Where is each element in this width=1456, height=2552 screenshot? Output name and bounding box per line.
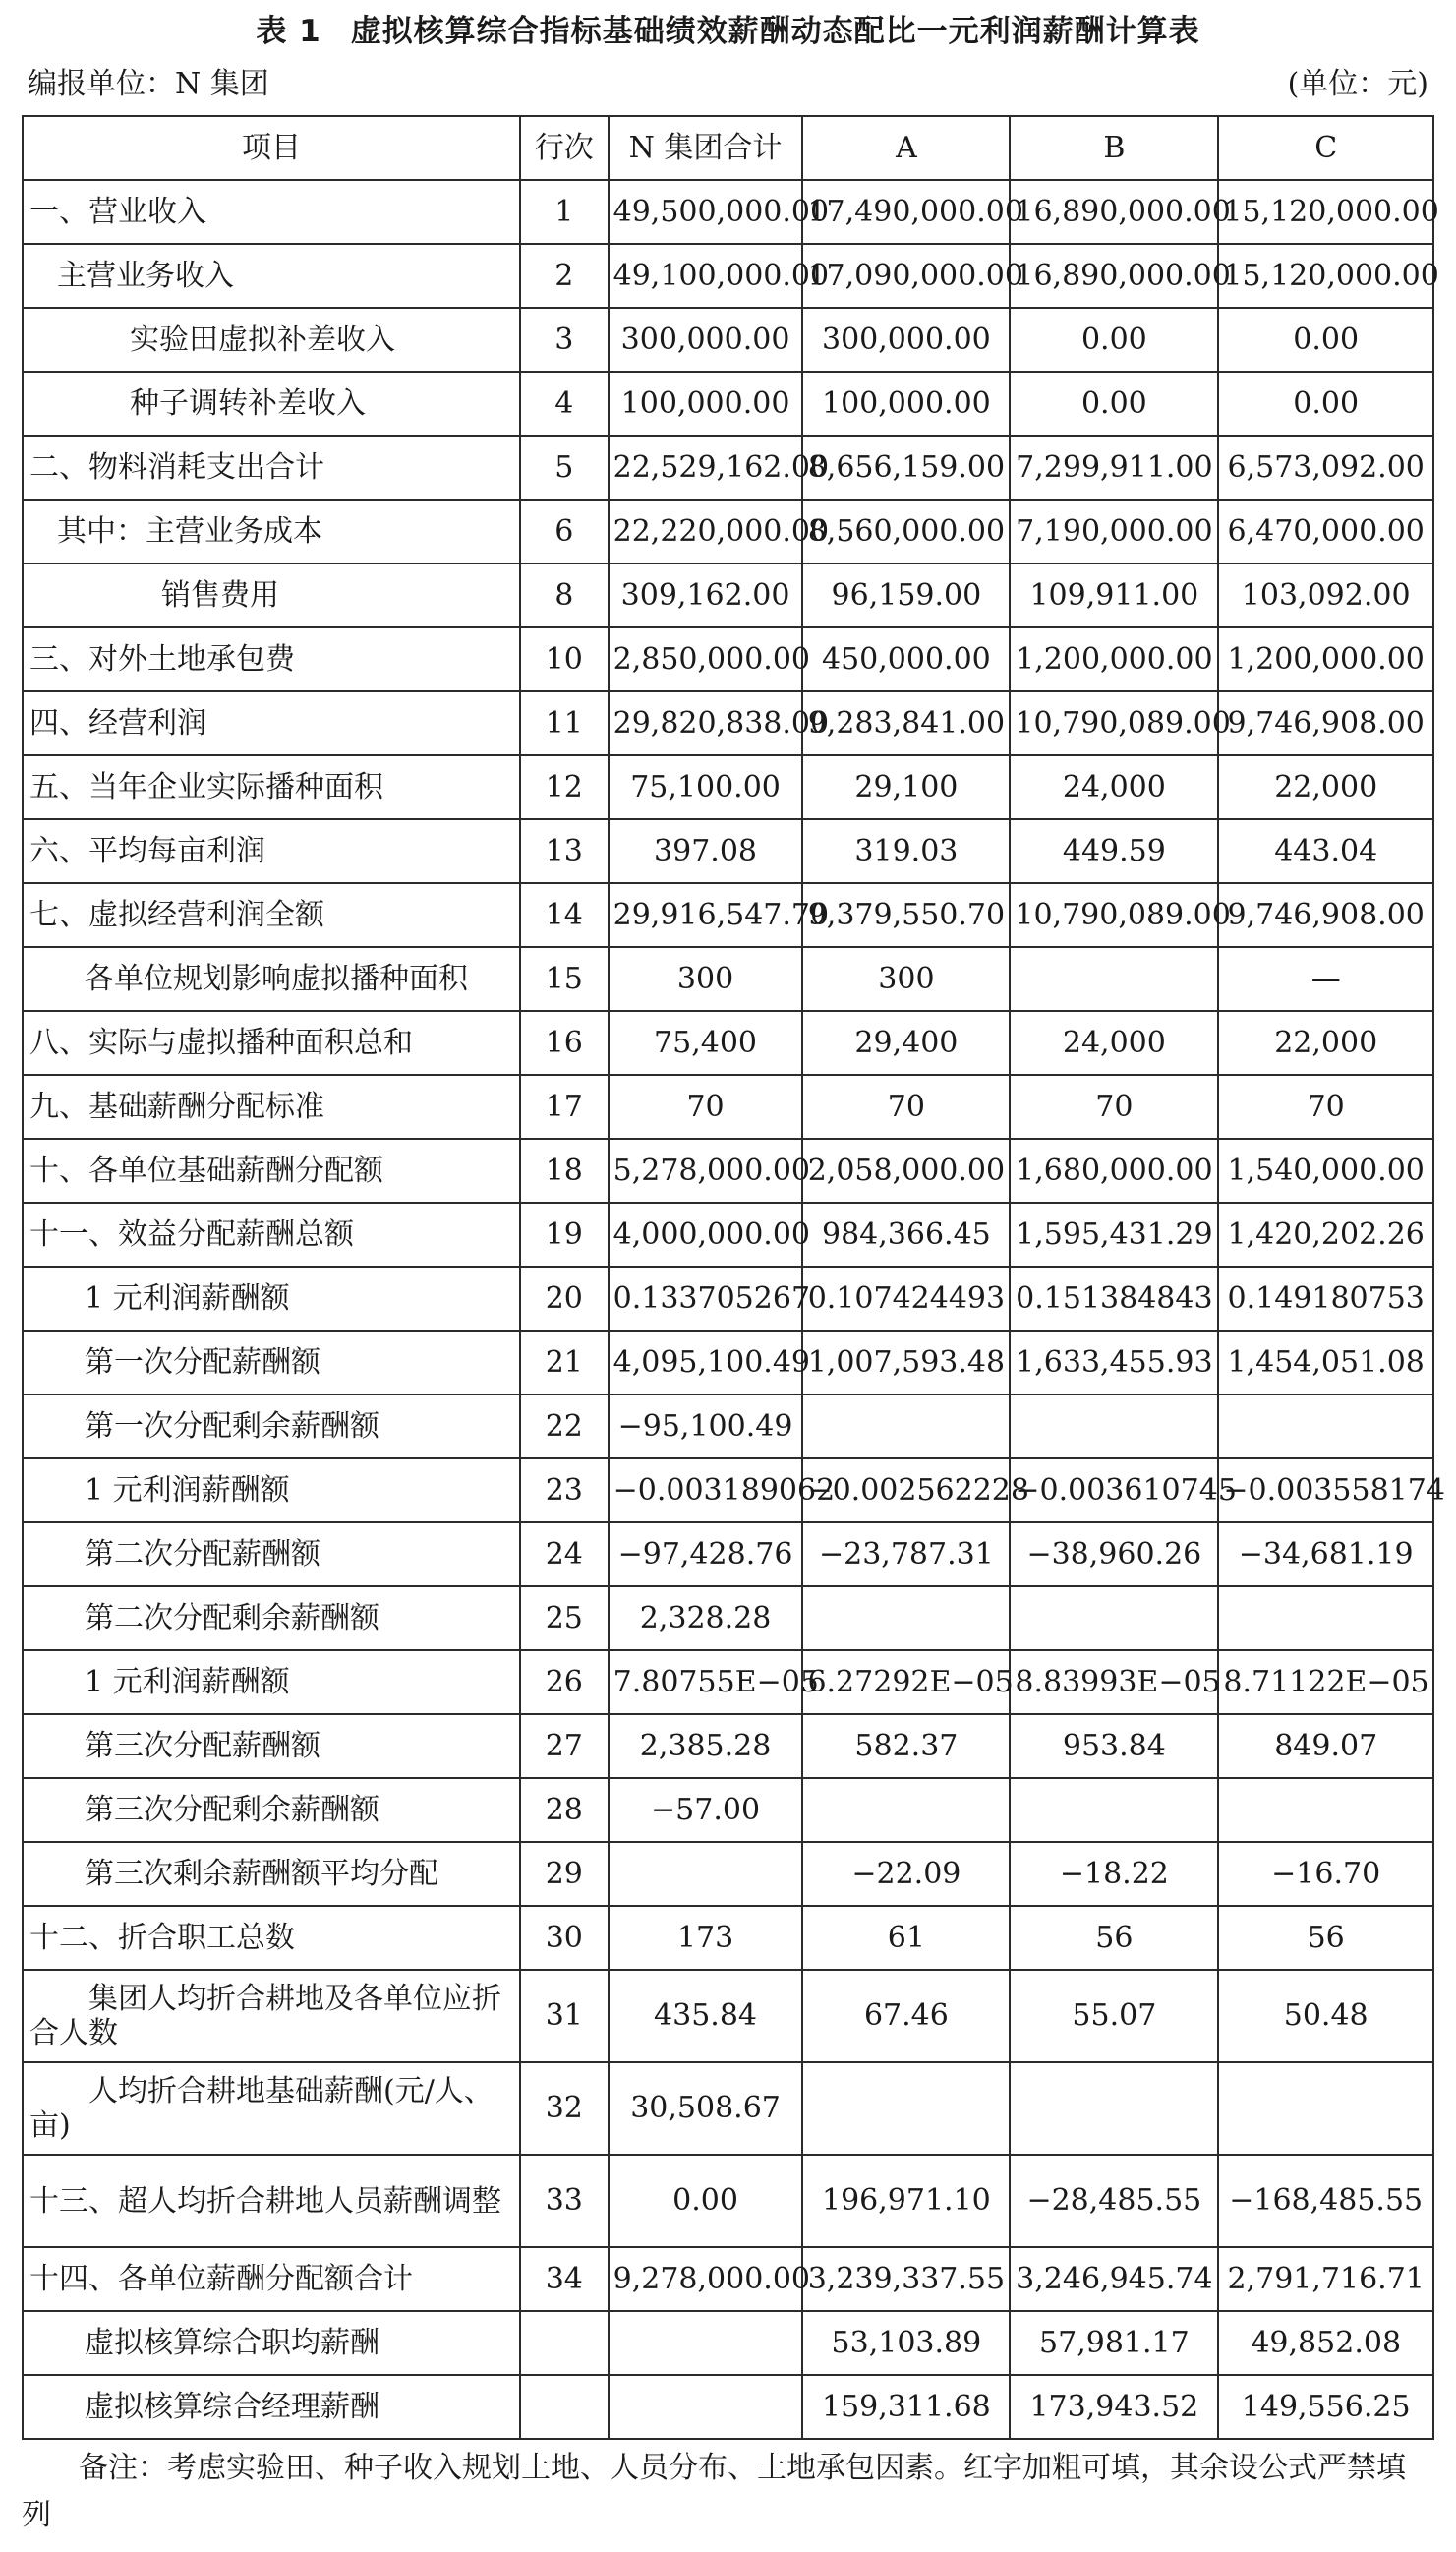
row-value-c: 0.00 xyxy=(1218,372,1433,436)
column-header-c: C xyxy=(1218,116,1433,180)
row-group-total: 49,500,000.00 xyxy=(609,180,803,244)
row-value-a: 6.27292E−05 xyxy=(802,1650,1010,1714)
row-value-c: 1,540,000.00 xyxy=(1218,1139,1433,1203)
row-line-no: 4 xyxy=(520,372,609,436)
row-value-c: 849.07 xyxy=(1218,1714,1433,1778)
row-value-a: 0.107424493 xyxy=(802,1267,1010,1331)
row-value-c: 15,120,000.00 xyxy=(1218,244,1433,308)
row-group-total: −95,100.49 xyxy=(609,1395,803,1458)
row-item-label: 十一、效益分配薪酬总额 xyxy=(23,1203,520,1267)
row-value-a: 582.37 xyxy=(802,1714,1010,1778)
row-value-b xyxy=(1010,1395,1218,1458)
row-value-c: 9,746,908.00 xyxy=(1218,883,1433,947)
row-item-label: 八、实际与虚拟播种面积总和 xyxy=(23,1011,520,1075)
row-item-label: 虚拟核算综合经理薪酬 xyxy=(23,2375,520,2439)
table-row xyxy=(23,180,1433,244)
table-row xyxy=(23,1075,1433,1139)
table-row xyxy=(23,2062,1433,2155)
row-value-a: 29,400 xyxy=(802,1011,1010,1075)
row-value-c: −16.70 xyxy=(1218,1842,1433,1906)
row-line-no: 22 xyxy=(520,1395,609,1458)
row-value-b: 173,943.52 xyxy=(1010,2375,1218,2439)
row-line-no: 34 xyxy=(520,2247,609,2311)
row-value-c: 2,791,716.71 xyxy=(1218,2247,1433,2311)
row-value-b: 3,246,945.74 xyxy=(1010,2247,1218,2311)
table-row xyxy=(23,2247,1433,2311)
row-value-b: 953.84 xyxy=(1010,1714,1218,1778)
row-value-c xyxy=(1218,1778,1433,1842)
row-value-c: 50.48 xyxy=(1218,1970,1433,2062)
row-group-total: 29,916,547.70 xyxy=(609,883,803,947)
row-value-b: −28,485.55 xyxy=(1010,2155,1218,2247)
table-row xyxy=(23,1331,1433,1395)
row-value-a: 8,560,000.00 xyxy=(802,500,1010,564)
row-group-total: 2,385.28 xyxy=(609,1714,803,1778)
table-row xyxy=(23,1778,1433,1842)
row-item-label: 一、营业收入 xyxy=(23,180,520,244)
row-value-c: 70 xyxy=(1218,1075,1433,1139)
row-value-a: −0.002562228 xyxy=(802,1458,1010,1522)
row-group-total: 30,508.67 xyxy=(609,2062,803,2155)
row-value-c: 149,556.25 xyxy=(1218,2375,1433,2439)
row-value-a: 319.03 xyxy=(802,819,1010,883)
row-line-no xyxy=(520,2311,609,2375)
row-line-no: 1 xyxy=(520,180,609,244)
row-group-total: 22,529,162.00 xyxy=(609,436,803,500)
row-value-a: 53,103.89 xyxy=(802,2311,1010,2375)
row-item-label: 其中：主营业务成本 xyxy=(23,500,520,564)
row-line-no: 15 xyxy=(520,947,609,1011)
row-item-label: 第二次分配薪酬额 xyxy=(23,1522,520,1586)
row-value-b: 0.00 xyxy=(1010,308,1218,372)
row-item-label: 实验田虚拟补差收入 xyxy=(23,308,520,372)
row-value-b: 24,000 xyxy=(1010,755,1218,819)
row-value-b: 55.07 xyxy=(1010,1970,1218,2062)
row-line-no: 29 xyxy=(520,1842,609,1906)
row-line-no: 8 xyxy=(520,564,609,627)
row-value-a: 17,090,000.00 xyxy=(802,244,1010,308)
table-row xyxy=(23,2311,1433,2375)
row-value-c: — xyxy=(1218,947,1433,1011)
table-row xyxy=(23,2375,1433,2439)
row-line-no: 11 xyxy=(520,691,609,755)
row-value-a: 9,283,841.00 xyxy=(802,691,1010,755)
row-line-no: 17 xyxy=(520,1075,609,1139)
table-row xyxy=(23,1011,1433,1075)
row-value-b xyxy=(1010,1778,1218,1842)
table-row xyxy=(23,564,1433,627)
row-group-total: 75,400 xyxy=(609,1011,803,1075)
row-value-b: 0.151384843 xyxy=(1010,1267,1218,1331)
row-value-c: −168,485.55 xyxy=(1218,2155,1433,2247)
row-item-label: 各单位规划影响虚拟播种面积 xyxy=(23,947,520,1011)
row-value-c: 6,470,000.00 xyxy=(1218,500,1433,564)
table-row xyxy=(23,1906,1433,1970)
table-row xyxy=(23,244,1433,308)
table-row xyxy=(23,627,1433,691)
row-group-total: 397.08 xyxy=(609,819,803,883)
row-line-no: 18 xyxy=(520,1139,609,1203)
row-value-a xyxy=(802,1395,1010,1458)
row-value-a xyxy=(802,1586,1010,1650)
row-value-b: −0.003610745 xyxy=(1010,1458,1218,1522)
row-group-total: 173 xyxy=(609,1906,803,1970)
table-title-text: 虚拟核算综合指标基础绩效薪酬动态配比一元利润薪酬计算表 xyxy=(350,14,1200,49)
row-value-a: 3,239,337.55 xyxy=(802,2247,1010,2311)
table-row xyxy=(23,2155,1433,2247)
table-row xyxy=(23,1522,1433,1586)
row-group-total: 0.00 xyxy=(609,2155,803,2247)
row-item-label: 第一次分配薪酬额 xyxy=(23,1331,520,1395)
row-item-label: 七、虚拟经营利润全额 xyxy=(23,883,520,947)
row-value-b: 24,000 xyxy=(1010,1011,1218,1075)
row-value-a: 159,311.68 xyxy=(802,2375,1010,2439)
row-value-c: 22,000 xyxy=(1218,755,1433,819)
footnote: 备注：考虑实验田、种子收入规划土地、人员分布、土地承包因素。红字加粗可填，其余设公式严禁填列 xyxy=(22,2451,1406,2532)
row-value-a: 17,490,000.00 xyxy=(802,180,1010,244)
row-line-no: 26 xyxy=(520,1650,609,1714)
row-value-b: 10,790,089.00 xyxy=(1010,883,1218,947)
row-value-a: −23,787.31 xyxy=(802,1522,1010,1586)
table-row xyxy=(23,1650,1433,1714)
row-value-b: 7,190,000.00 xyxy=(1010,500,1218,564)
row-line-no: 19 xyxy=(520,1203,609,1267)
row-value-a: −22.09 xyxy=(802,1842,1010,1906)
table-title xyxy=(0,10,1456,53)
currency-unit: (单位：元) xyxy=(1287,67,1428,101)
row-group-total: 75,100.00 xyxy=(609,755,803,819)
table-row xyxy=(23,1139,1433,1203)
row-value-c: 56 xyxy=(1218,1906,1433,1970)
row-value-b: 1,680,000.00 xyxy=(1010,1139,1218,1203)
row-line-no: 13 xyxy=(520,819,609,883)
table-row xyxy=(23,436,1433,500)
table-row xyxy=(23,372,1433,436)
row-item-label: 三、对外土地承包费 xyxy=(23,627,520,691)
row-item-label: 二、物料消耗支出合计 xyxy=(23,436,520,500)
column-header-b: B xyxy=(1010,116,1218,180)
row-line-no: 5 xyxy=(520,436,609,500)
row-group-total: 100,000.00 xyxy=(609,372,803,436)
table-row xyxy=(23,691,1433,755)
row-group-total: 9,278,000.00 xyxy=(609,2247,803,2311)
row-value-b: 1,200,000.00 xyxy=(1010,627,1218,691)
row-value-b: 1,633,455.93 xyxy=(1010,1331,1218,1395)
row-line-no: 3 xyxy=(520,308,609,372)
row-value-a: 196,971.10 xyxy=(802,2155,1010,2247)
row-value-a xyxy=(802,2062,1010,2155)
row-line-no: 16 xyxy=(520,1011,609,1075)
row-value-a: 984,366.45 xyxy=(802,1203,1010,1267)
row-item-label: 五、当年企业实际播种面积 xyxy=(23,755,520,819)
row-group-total: 0.133705267 xyxy=(609,1267,803,1331)
table-row xyxy=(23,1842,1433,1906)
row-item-label: 第三次分配薪酬额 xyxy=(23,1714,520,1778)
row-item-label: 十、各单位基础薪酬分配额 xyxy=(23,1139,520,1203)
row-line-no: 14 xyxy=(520,883,609,947)
row-item-label: 集团人均折合耕地及各单位应折合人数 xyxy=(23,1970,520,2062)
row-item-label: 第一次分配剩余薪酬额 xyxy=(23,1395,520,1458)
row-line-no: 31 xyxy=(520,1970,609,2062)
row-group-total: 435.84 xyxy=(609,1970,803,2062)
row-value-b xyxy=(1010,2062,1218,2155)
row-group-total: 2,328.28 xyxy=(609,1586,803,1650)
row-item-label: 十四、各单位薪酬分配额合计 xyxy=(23,2247,520,2311)
table-number: 表 1 xyxy=(256,14,321,49)
row-value-c: 0.00 xyxy=(1218,308,1433,372)
row-value-c: 103,092.00 xyxy=(1218,564,1433,627)
row-value-a: 29,100 xyxy=(802,755,1010,819)
row-group-total: 5,278,000.00 xyxy=(609,1139,803,1203)
row-value-c xyxy=(1218,2062,1433,2155)
table-row xyxy=(23,308,1433,372)
row-value-b xyxy=(1010,1586,1218,1650)
row-value-c: 1,454,051.08 xyxy=(1218,1331,1433,1395)
row-value-c: 1,200,000.00 xyxy=(1218,627,1433,691)
row-value-b xyxy=(1010,947,1218,1011)
table-row xyxy=(23,1970,1433,2062)
row-group-total: −97,428.76 xyxy=(609,1522,803,1586)
row-item-label: 六、平均每亩利润 xyxy=(23,819,520,883)
row-group-total: −57.00 xyxy=(609,1778,803,1842)
row-value-c: 0.149180753 xyxy=(1218,1267,1433,1331)
row-value-c: 9,746,908.00 xyxy=(1218,691,1433,755)
table-row xyxy=(23,1267,1433,1331)
row-value-c: 443.04 xyxy=(1218,819,1433,883)
column-header-item: 项目 xyxy=(23,116,520,180)
row-item-label: 主营业务收入 xyxy=(23,244,520,308)
row-item-label: 虚拟核算综合职均薪酬 xyxy=(23,2311,520,2375)
table-row xyxy=(23,1458,1433,1522)
table-row xyxy=(23,947,1433,1011)
row-value-a: 61 xyxy=(802,1906,1010,1970)
row-value-b: 16,890,000.00 xyxy=(1010,244,1218,308)
table-row xyxy=(23,1714,1433,1778)
row-item-label: 人均折合耕地基础薪酬(元/人、亩) xyxy=(23,2062,520,2155)
row-group-total xyxy=(609,2375,803,2439)
table-header-row xyxy=(23,116,1433,180)
row-group-total: 4,000,000.00 xyxy=(609,1203,803,1267)
row-value-b: 0.00 xyxy=(1010,372,1218,436)
row-value-a: 450,000.00 xyxy=(802,627,1010,691)
reporting-unit: 编报单位：N 集团 xyxy=(28,67,269,101)
row-value-a xyxy=(802,1778,1010,1842)
table-row xyxy=(23,883,1433,947)
row-value-b: 70 xyxy=(1010,1075,1218,1139)
row-group-total: 49,100,000.00 xyxy=(609,244,803,308)
row-value-a: 2,058,000.00 xyxy=(802,1139,1010,1203)
row-item-label: 销售费用 xyxy=(23,564,520,627)
table-row xyxy=(23,1586,1433,1650)
row-value-b: 8.83993E−05 xyxy=(1010,1650,1218,1714)
row-item-label: 十二、折合职工总数 xyxy=(23,1906,520,1970)
row-line-no: 33 xyxy=(520,2155,609,2247)
table-row xyxy=(23,500,1433,564)
row-group-total: 300,000.00 xyxy=(609,308,803,372)
row-value-b: 109,911.00 xyxy=(1010,564,1218,627)
row-value-b: 56 xyxy=(1010,1906,1218,1970)
row-value-c: −34,681.19 xyxy=(1218,1522,1433,1586)
row-item-label: 1 元利润薪酬额 xyxy=(23,1650,520,1714)
row-line-no: 32 xyxy=(520,2062,609,2155)
row-value-c xyxy=(1218,1395,1433,1458)
table-row xyxy=(23,1395,1433,1458)
row-line-no: 25 xyxy=(520,1586,609,1650)
row-item-label: 1 元利润薪酬额 xyxy=(23,1458,520,1522)
column-header-group-total: N 集团合计 xyxy=(609,116,803,180)
row-item-label: 十三、超人均折合耕地人员薪酬调整 xyxy=(23,2155,520,2247)
column-header-a: A xyxy=(802,116,1010,180)
row-group-total: 309,162.00 xyxy=(609,564,803,627)
row-line-no: 20 xyxy=(520,1267,609,1331)
row-value-c: 6,573,092.00 xyxy=(1218,436,1433,500)
table-row xyxy=(23,1203,1433,1267)
row-value-b: 16,890,000.00 xyxy=(1010,180,1218,244)
row-group-total: 300 xyxy=(609,947,803,1011)
salary-calculation-table xyxy=(22,115,1445,2440)
column-header-line-no: 行次 xyxy=(520,116,609,180)
row-group-total: 70 xyxy=(609,1075,803,1139)
row-value-b: −38,960.26 xyxy=(1010,1522,1218,1586)
row-value-a: 1,007,593.48 xyxy=(802,1331,1010,1395)
row-line-no: 10 xyxy=(520,627,609,691)
row-line-no: 27 xyxy=(520,1714,609,1778)
row-group-total: −0.003189062 xyxy=(609,1458,803,1522)
row-value-c xyxy=(1218,1586,1433,1650)
row-value-b: 1,595,431.29 xyxy=(1010,1203,1218,1267)
row-line-no xyxy=(520,2375,609,2439)
row-group-total: 2,850,000.00 xyxy=(609,627,803,691)
row-item-label: 种子调转补差收入 xyxy=(23,372,520,436)
row-item-label: 第三次剩余薪酬额平均分配 xyxy=(23,1842,520,1906)
row-value-a: 300 xyxy=(802,947,1010,1011)
row-item-label: 四、经营利润 xyxy=(23,691,520,755)
table-row xyxy=(23,819,1433,883)
row-group-total: 4,095,100.49 xyxy=(609,1331,803,1395)
row-line-no: 12 xyxy=(520,755,609,819)
row-item-label: 第二次分配剩余薪酬额 xyxy=(23,1586,520,1650)
row-value-b: −18.22 xyxy=(1010,1842,1218,1906)
row-value-c: −0.003558174 xyxy=(1218,1458,1433,1522)
row-value-a: 96,159.00 xyxy=(802,564,1010,627)
row-item-label: 九、基础薪酬分配标准 xyxy=(23,1075,520,1139)
row-group-total xyxy=(609,2311,803,2375)
row-line-no: 23 xyxy=(520,1458,609,1522)
row-value-a: 67.46 xyxy=(802,1970,1010,2062)
row-line-no: 6 xyxy=(520,500,609,564)
row-line-no: 28 xyxy=(520,1778,609,1842)
row-group-total: 7.80755E−05 xyxy=(609,1650,803,1714)
row-value-b: 10,790,089.00 xyxy=(1010,691,1218,755)
row-group-total xyxy=(609,1842,803,1906)
row-line-no: 21 xyxy=(520,1331,609,1395)
row-item-label: 第三次分配剩余薪酬额 xyxy=(23,1778,520,1842)
row-value-a: 70 xyxy=(802,1075,1010,1139)
row-value-b: 57,981.17 xyxy=(1010,2311,1218,2375)
row-line-no: 24 xyxy=(520,1522,609,1586)
row-item-label: 1 元利润薪酬额 xyxy=(23,1267,520,1331)
row-value-c: 49,852.08 xyxy=(1218,2311,1433,2375)
row-line-no: 30 xyxy=(520,1906,609,1970)
row-value-a: 100,000.00 xyxy=(802,372,1010,436)
row-value-c: 8.71122E−05 xyxy=(1218,1650,1433,1714)
row-value-b: 449.59 xyxy=(1010,819,1218,883)
row-value-c: 15,120,000.00 xyxy=(1218,180,1433,244)
row-value-a: 300,000.00 xyxy=(802,308,1010,372)
row-line-no: 2 xyxy=(520,244,609,308)
row-value-a: 9,379,550.70 xyxy=(802,883,1010,947)
row-value-b: 7,299,911.00 xyxy=(1010,436,1218,500)
row-value-a: 8,656,159.00 xyxy=(802,436,1010,500)
row-group-total: 29,820,838.00 xyxy=(609,691,803,755)
row-value-c: 22,000 xyxy=(1218,1011,1433,1075)
row-value-c: 1,420,202.26 xyxy=(1218,1203,1433,1267)
table-row xyxy=(23,755,1433,819)
row-group-total: 22,220,000.00 xyxy=(609,500,803,564)
